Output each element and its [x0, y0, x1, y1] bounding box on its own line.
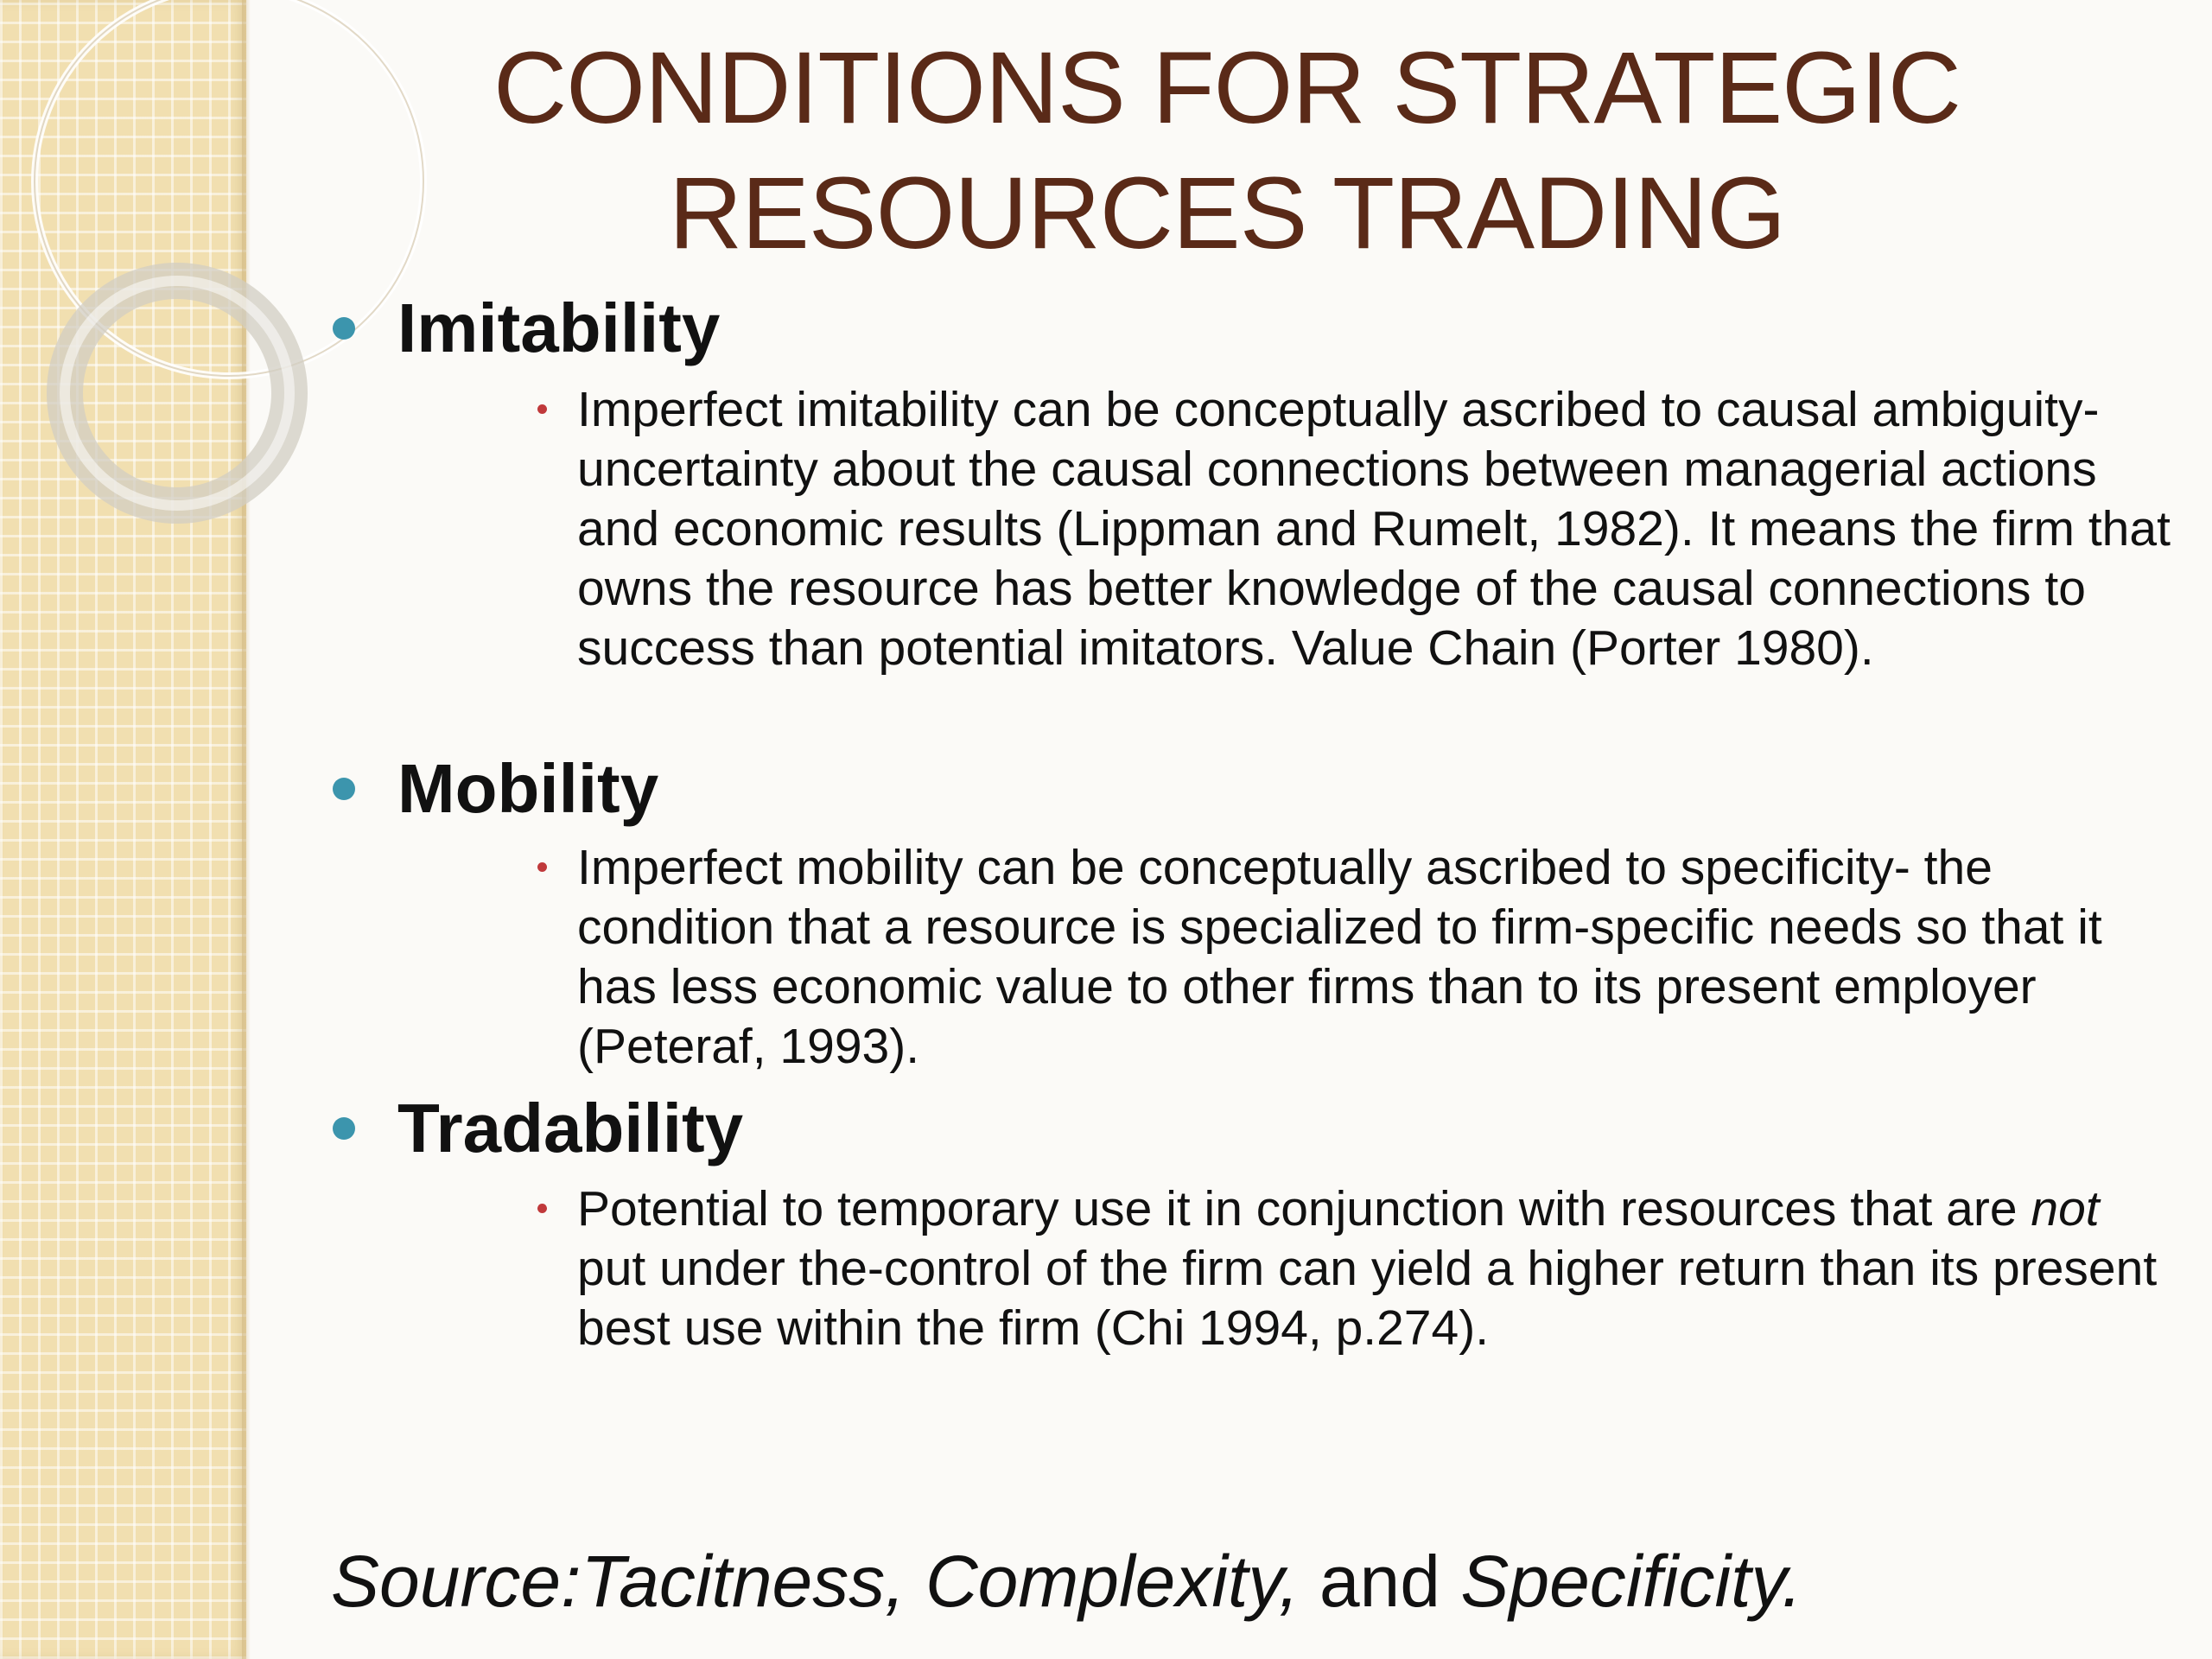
text-mobility: Imperfect mobility can be conceptually ascribed to specificity- the condition that a resource is specialized to firm-specific needs so that it has less economic value to other firms than to its present employer (Peteraf, 1993).: [577, 840, 2102, 1074]
title-line-1: CONDITIONS FOR STRATEGIC: [493, 31, 1961, 145]
bullet-dot-tradability: [333, 1117, 355, 1140]
slide-title: [363, 26, 2091, 276]
heading-mobility: Mobility: [397, 750, 659, 827]
sub-bullet-mobility: [537, 862, 547, 872]
heading-imitability: Imitability: [397, 289, 721, 366]
source-item-tacitness: Tacitness,: [581, 1541, 906, 1622]
source-item-specificity: Specificity.: [1460, 1541, 1802, 1622]
text-tradability: [577, 1179, 2176, 1358]
text-tradability-part1: Potential to temporary use it in conjunction with resources that are: [577, 1181, 2031, 1236]
text-tradability-emphasis: not: [2031, 1181, 2100, 1236]
bullet-dot-imitability: [333, 317, 355, 340]
source-line: [331, 1538, 1802, 1624]
title-line-2: RESOURCES TRADING: [668, 156, 1786, 270]
source-item-complexity: Complexity,: [925, 1541, 1300, 1622]
bullet-dot-mobility: [333, 778, 355, 800]
source-label: Source:: [331, 1541, 582, 1622]
sub-bullet-tradability: [537, 1204, 547, 1213]
heading-tradability: Tradability: [397, 1090, 744, 1166]
source-connector: and: [1299, 1541, 1461, 1622]
text-tradability-part2: put under the-control of the firm can yield a higher return than its present best use within the firm (Chi 1994, p.274).: [577, 1241, 2158, 1356]
sub-bullet-imitability: [537, 404, 547, 414]
text-imitability: Imperfect imitability can be conceptually ascribed to causal ambiguity-uncertainty about the causal connections between managerial actions and economic results (Lippman and Rumelt, 1982). It means the firm that owns the resource has better knowledge of the causal connections to success than potential imitators. Value Chain (Porter 1980).: [577, 382, 2171, 676]
decorative-rings: [0, 0, 363, 605]
